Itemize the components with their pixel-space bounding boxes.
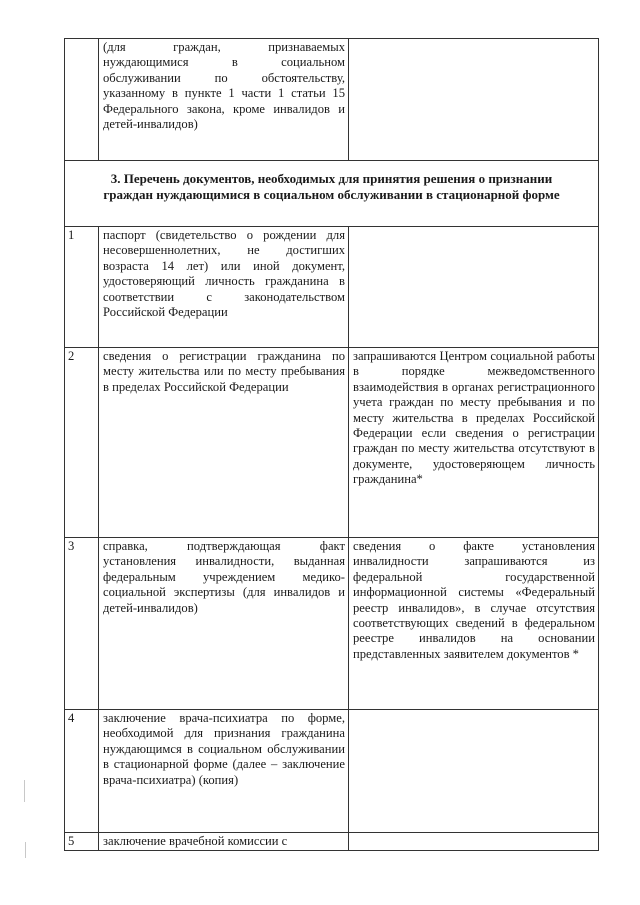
table-row	[65, 710, 599, 833]
section-title: 3. Перечень документов, необходимых для принятия решения о признании граждан нуждающимися в социальном обслуживании в стационарной форме	[65, 161, 599, 227]
table-row	[65, 538, 599, 710]
row-number-cell: 1	[65, 227, 99, 348]
table-row	[65, 348, 599, 538]
note-cell: запрашиваются Центром социальной работы в порядке межведомственного взаимодействия в органах регистрационного учета граждан по месту пребывания и по месту жительства в пределах Российской Федерации если сведения о регистрации граждан по месту жительства отсутствуют в документе, удостоверяющем личность гражданина*	[349, 348, 599, 538]
row-number-cell: 4	[65, 710, 99, 833]
document-cell: справка, подтверждающая факт установления инвалидности, выданная федеральным учреждением медико-социальной экспертизы (для инвалидов и детей-инвалидов)	[99, 538, 349, 710]
documents-table	[64, 38, 599, 851]
table-row	[65, 833, 599, 851]
note-cell	[349, 39, 599, 161]
row-number-cell: 2	[65, 348, 99, 538]
row-number-cell: 3	[65, 538, 99, 710]
table-row	[65, 227, 599, 348]
document-cell: заключение врача-психиатра по форме, необходимой для признания гражданина нуждающимся в социальном обслуживании в стационарной форме (далее – заключение врача-психиатра) (копия)	[99, 710, 349, 833]
note-cell	[349, 833, 599, 851]
note-cell	[349, 710, 599, 833]
row-number-cell: 5	[65, 833, 99, 851]
note-cell	[349, 227, 599, 348]
document-cell: паспорт (свидетельство о рождении для несовершеннолетних, не достигших возраста 14 лет) или иной документ, удостоверяющий личность гражданина в соответствии с законодательством Российской Федерации	[99, 227, 349, 348]
section-header-row	[65, 161, 599, 227]
scan-artifact-line	[24, 780, 25, 802]
document-cell: сведения о регистрации гражданина по месту жительства или по месту пребывания в пределах Российской Федерации	[99, 348, 349, 538]
note-cell: сведения о факте установления инвалидности запрашиваются из федеральной государственной информационной системы «Федеральный реестр инвалидов», в случае отсутствия соответствующих сведений в федеральном реестре инвалидов на основании представленных заявителем документов *	[349, 538, 599, 710]
table-row	[65, 39, 599, 161]
row-number-cell	[65, 39, 99, 161]
scan-artifact-line	[25, 842, 26, 858]
document-cell: заключение врачебной комиссии с	[99, 833, 349, 851]
document-cell: (для граждан, признаваемых нуждающимися в социальном обслуживании по обстоятельству, указанному в пункте 1 части 1 статьи 15 Федерального закона, кроме инвалидов и детей-инвалидов)	[99, 39, 349, 161]
